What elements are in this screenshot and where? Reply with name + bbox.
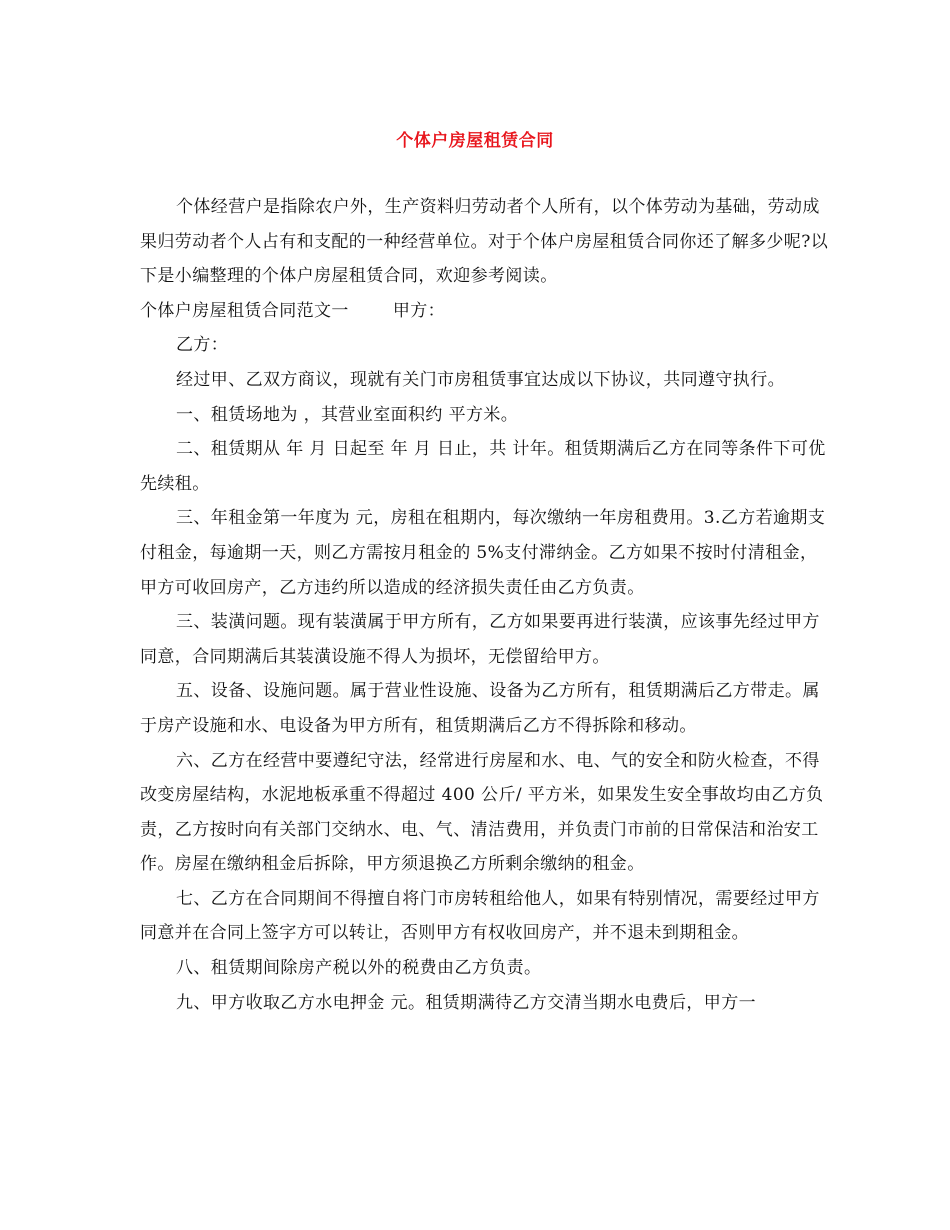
clause-paragraph: 经过甲、乙双方商议，现就有关门市房租赁事宜达成以下协议，共同遵守执行。 (176, 369, 785, 390)
clause-paragraph: 三、装潢问题。现有装潢属于甲方所有，乙方如果要再进行装潢，应该事先经过甲方同意，合同期满后其装潢设施不得人为损坏，无偿留给甲方。 (140, 612, 820, 667)
document-body (140, 190, 830, 1020)
clause-paragraph: 八、租赁期间除房产税以外的税费由乙方负责。 (176, 958, 542, 979)
clause-paragraph: 五、设备、设施问题。属于营业性设施、设备为乙方所有，租赁期满后乙方带走。属于房产设施和水、电设备为甲方所有，租赁期满后乙方不得拆除和移动。 (140, 681, 820, 736)
clause-paragraph: 六、乙方在经营中要遵纪守法，经常进行房屋和水、电、气的安全和防火检查，不得改变房屋结构，水泥地板承重不得超过 400 公斤/ 平方米，如果发生安全事故均由乙方负责，乙方按时向有关部门交纳水、电、气、清洁费用，并负责门市前的日常保洁和治安工作。房屋在缴纳租金后拆除，甲方须退换乙方所剩余缴纳的租金。 (140, 750, 824, 875)
intro-paragraph: 个体经营户是指除农户外，生产资料归劳动者个人所有，以个体劳动为基础，劳动成果归劳动者个人占有和支配的一种经营单位。对于个体户房屋租赁合同你还了解多少呢?以下是小编整理的个体户房屋租赁合同，欢迎参考阅读。 (140, 197, 829, 287)
party-a-label: 甲方： (392, 300, 446, 321)
clause-paragraph: 一、租赁场地为 ，其营业室面积约 平方米。 (176, 404, 519, 425)
clause-paragraph: 七、乙方在合同期间不得擅自将门市房转租给他人，如果有特别情况，需要经过甲方同意并在合同上签字方可以转让，否则甲方有权收回房产，并不退未到期租金。 (140, 888, 820, 944)
clause-paragraph: 九、甲方收取乙方水电押金 元。租赁期满待乙方交清当期水电费后，甲方一 (176, 992, 757, 1013)
clause-paragraph: 二、租赁期从 年 月 日起至 年 月 日止，共 计年。租赁期满后乙方在同等条件下可优先续租。 (140, 439, 826, 494)
sample-heading: 个体户房屋租赁合同范文一 (140, 300, 349, 321)
document-title: 个体户房屋租赁合同 (396, 131, 554, 151)
sample-heading-line (140, 294, 830, 329)
party-b-label: 乙方： (176, 335, 229, 356)
clause-paragraph: 三、年租金第一年度为 元，房租在租期内，每次缴纳一年房租费用。3.乙方若逾期支付租金，每逾期一天，则乙方需按月租金的 5%支付滞纳金。乙方如果不按时付清租金，甲方可收回房产，乙方违约所以造成的经济损失责任由乙方负责。 (140, 508, 826, 598)
